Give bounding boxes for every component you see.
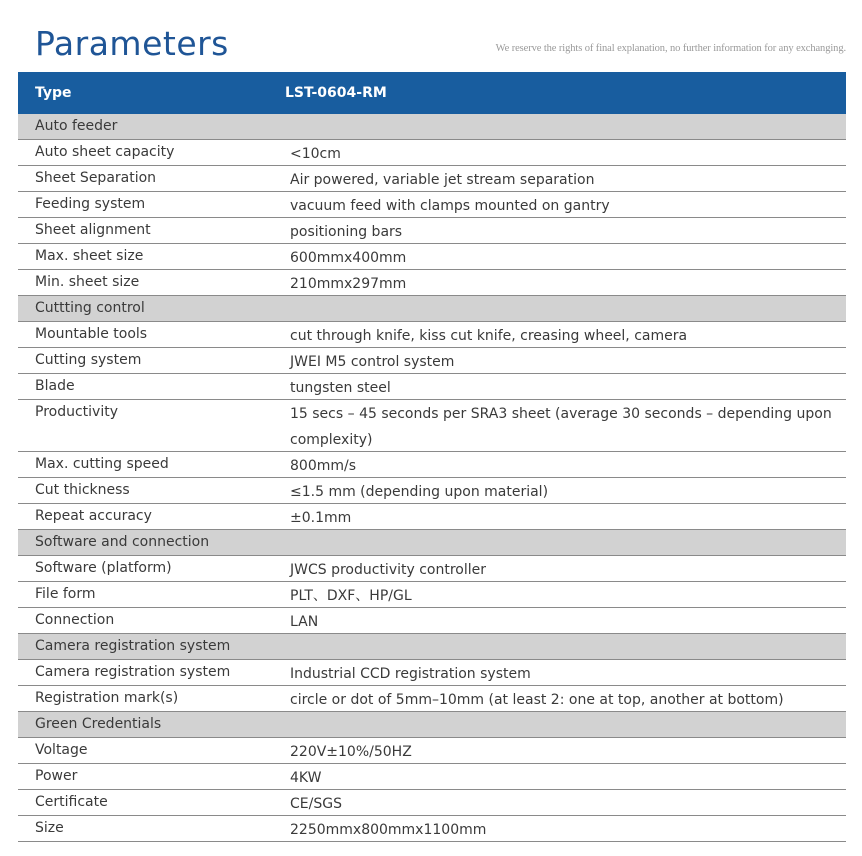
table-row <box>18 660 846 686</box>
section-header-row <box>18 712 846 738</box>
table-header-row <box>18 72 846 114</box>
table-row <box>18 764 846 790</box>
parameter-value: ≤1.5 mm (depending upon material) <box>290 484 549 500</box>
parameter-label: Cut thickness <box>35 482 130 498</box>
parameter-value: positioning bars <box>290 224 403 240</box>
parameter-label: Software (platform) <box>35 560 172 576</box>
parameter-value: vacuum feed with clamps mounted on gantry <box>290 198 610 214</box>
table-row <box>18 400 846 452</box>
parameter-label: Connection <box>35 612 115 628</box>
parameter-value: Air powered, variable jet stream separation <box>290 172 595 188</box>
parameter-label: Certificate <box>35 794 108 810</box>
parameter-label: Max. sheet size <box>35 248 144 264</box>
parameter-label: Cutting system <box>35 352 142 368</box>
parameter-label: Registration mark(s) <box>35 690 179 706</box>
section-title: Cuttting control <box>35 300 145 316</box>
page-title: Parameters <box>35 24 229 63</box>
table-row <box>18 608 846 634</box>
table-row <box>18 140 846 166</box>
parameter-label: Repeat accuracy <box>35 508 152 524</box>
parameter-value: 600mmx400mm <box>290 250 407 266</box>
parameter-label: Blade <box>35 378 75 394</box>
parameter-value: <10cm <box>290 146 341 162</box>
section-title: Software and connection <box>35 534 210 550</box>
parameter-value: 2250mmx800mmx1100mm <box>290 822 487 838</box>
parameter-value: CE/SGS <box>290 796 342 812</box>
table-row <box>18 322 846 348</box>
section-header-row <box>18 114 846 140</box>
table-row <box>18 556 846 582</box>
parameter-label: Sheet alignment <box>35 222 151 238</box>
parameter-label: File form <box>35 586 96 602</box>
parameter-label: Min. sheet size <box>35 274 140 290</box>
section-title: Green Credentials <box>35 716 162 732</box>
parameter-value: PLT、DXF、HP/GL <box>290 588 412 604</box>
parameter-label: Productivity <box>35 404 118 420</box>
parameter-value: ±0.1mm <box>290 510 352 526</box>
table-row <box>18 504 846 530</box>
table-row <box>18 790 846 816</box>
table-row <box>18 816 846 842</box>
parameter-label: Max. cutting speed <box>35 456 169 472</box>
parameter-value: cut through knife, kiss cut knife, creasing wheel, camera <box>290 328 688 344</box>
parameter-label: Power <box>35 768 78 784</box>
table-row <box>18 374 846 400</box>
table-row <box>18 582 846 608</box>
parameter-label: Voltage <box>35 742 88 758</box>
table-row <box>18 270 846 296</box>
header-type-label: Type <box>35 85 72 101</box>
parameter-value: 800mm/s <box>290 458 357 474</box>
parameter-label: Auto sheet capacity <box>35 144 175 160</box>
parameter-label: Mountable tools <box>35 326 148 342</box>
section-header-row <box>18 296 846 322</box>
table-row <box>18 738 846 764</box>
table-row <box>18 686 846 712</box>
table-body <box>18 114 846 842</box>
section-header-row <box>18 634 846 660</box>
parameter-value: JWCS productivity controller <box>290 562 487 578</box>
parameter-value: LAN <box>290 614 319 630</box>
parameter-value: Industrial CCD registration system <box>290 666 531 682</box>
table-row <box>18 166 846 192</box>
table-row <box>18 218 846 244</box>
parameter-label: Camera registration system <box>35 664 231 680</box>
parameter-label: Sheet Separation <box>35 170 157 186</box>
parameter-value: 210mmx297mm <box>290 276 407 292</box>
parameter-value: 15 secs – 45 seconds per SRA3 sheet (average 30 seconds – depending upon complexity) <box>290 406 832 448</box>
parameter-value: 4KW <box>290 770 322 786</box>
parameter-label: Feeding system <box>35 196 146 212</box>
parameter-label: Size <box>35 820 64 836</box>
disclaimer-text: We reserve the rights of final explanation, no further information for any exchanging. <box>495 43 846 54</box>
table-row <box>18 348 846 374</box>
table-row <box>18 192 846 218</box>
section-title: Auto feeder <box>35 118 118 134</box>
parameter-value: tungsten steel <box>290 380 391 396</box>
table-row <box>18 478 846 504</box>
table-row <box>18 244 846 270</box>
parameters-table <box>18 72 846 842</box>
parameter-value: JWEI M5 control system <box>290 354 455 370</box>
section-title: Camera registration system <box>35 638 231 654</box>
table-row <box>18 452 846 478</box>
parameter-value: 220V±10%/50HZ <box>290 744 412 760</box>
parameter-value: circle or dot of 5mm–10mm (at least 2: one at top, another at bottom) <box>290 692 784 708</box>
section-header-row <box>18 530 846 556</box>
header-model-value: LST-0604-RM <box>285 85 387 101</box>
